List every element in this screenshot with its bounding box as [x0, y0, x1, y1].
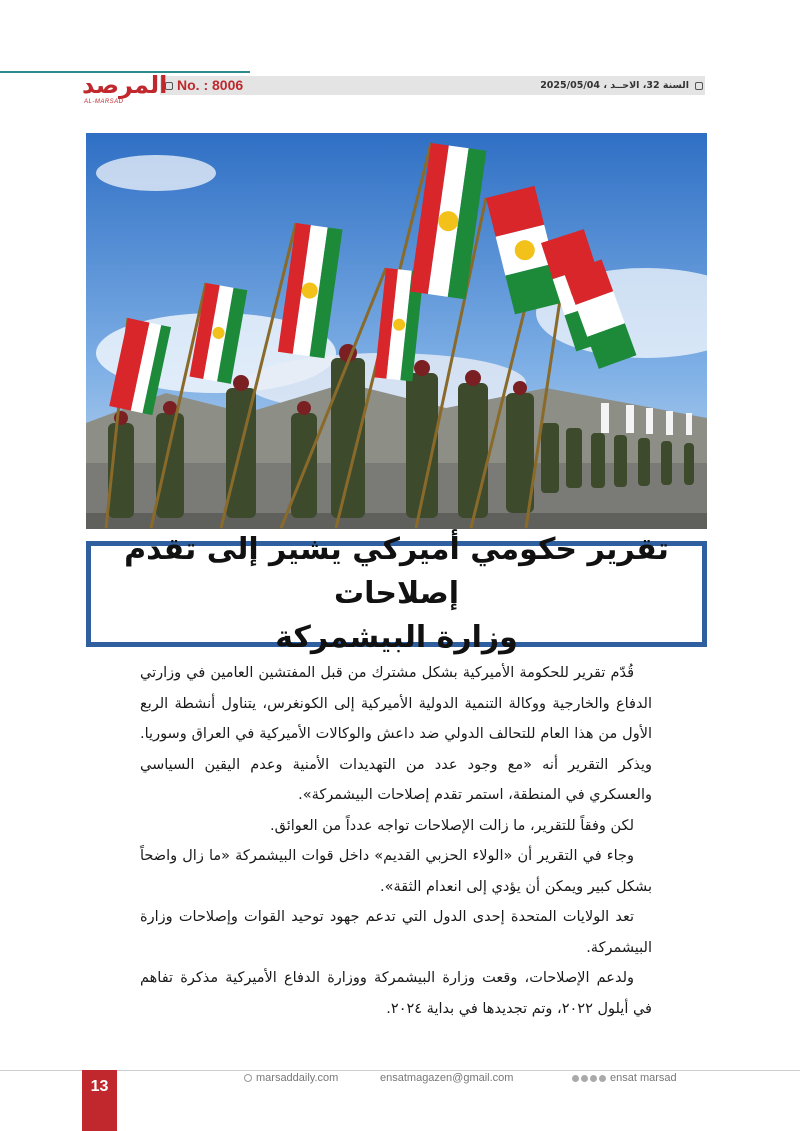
- logo-text: المرصد: [82, 71, 168, 99]
- square-bullet-icon: [165, 82, 173, 90]
- article-paragraph: تعد الولايات المتحدة إحدى الدول التي تدعم جهود توحيد القوات وإصلاحات وزارة البيشمركة.: [140, 909, 652, 956]
- square-bullet-icon: [695, 82, 703, 90]
- article-paragraph: قُدّم تقرير للحكومة الأميركية بشكل مشترك من قبل المفتشين العامين في وزارتي الدفاع والخارجية ووكالة التنمية الدولية الأميركية إلى الكونغرس، يتناول أنشطة الربع الأول من هذا العام للتحالف الدولي ضد داعش والوكالات الأميركية في العراق وسوريا. ويذكر التقرير أنه «مع وجود عدد من التهديدات الأمنية وعدم اليقين السياسي والعسكري في المنطقة، استمر تقدم إصلاحات البيشمركة».: [140, 665, 652, 803]
- youtube-icon: [599, 1075, 606, 1082]
- globe-icon: [244, 1074, 252, 1082]
- issue-number-text: No. : 8006: [177, 77, 244, 93]
- footer-website[interactable]: [244, 1072, 338, 1084]
- article-paragraph: ولدعم الإصلاحات، وقعت وزارة البيشمركة ووزارة الدفاع الأميركية مذكرة تفاهم في أيلول ٢٠٢٢، وتم تجديدها في بداية ٢٠٢٤.: [140, 970, 652, 1017]
- headline-box: [86, 532, 707, 655]
- headline-line-1: تقرير حكومي أميركي يشير إلى تقدم إصلاحات: [124, 532, 669, 611]
- logo-subtext: AL-MARSAD: [84, 99, 124, 105]
- instagram-icon: [590, 1075, 597, 1082]
- headline-line-2: وزارة البيشمركة: [275, 620, 518, 655]
- article-paragraph: وجاء في التقرير أن «الولاء الحزبي القديم» داخل قوات البيشمركة «ما زال واضحاً بشكل كبير ويمكن أن يؤدي إلى انعدام الثقة».: [140, 848, 652, 895]
- website-text: marsaddaily.com: [256, 1072, 339, 1084]
- twitter-icon: [581, 1075, 588, 1082]
- social-handle-text: ensat marsad: [610, 1072, 677, 1084]
- peshmerga-flags-photo: [86, 133, 707, 529]
- article-body: [140, 658, 652, 1024]
- issue-date: [540, 76, 703, 95]
- social-icons: [572, 1075, 606, 1082]
- email-text: ensatmagazen@gmail.com: [380, 1072, 514, 1084]
- hero-photo: [86, 133, 707, 529]
- magazine-logo: [82, 70, 168, 110]
- footer-social[interactable]: [572, 1072, 677, 1084]
- issue-date-text: السنة 32، الاحــد ، 2025/05/04: [540, 80, 689, 91]
- footer-rule: [0, 1070, 800, 1071]
- footer-email[interactable]: [380, 1072, 513, 1084]
- facebook-icon: [572, 1075, 579, 1082]
- article-paragraph: لكن وفقاً للتقرير، ما زالت الإصلاحات تواجه عدداً من العوائق.: [270, 817, 634, 834]
- issue-number: [165, 76, 243, 95]
- article-headline: [91, 528, 702, 660]
- page-number: 13: [82, 1070, 117, 1131]
